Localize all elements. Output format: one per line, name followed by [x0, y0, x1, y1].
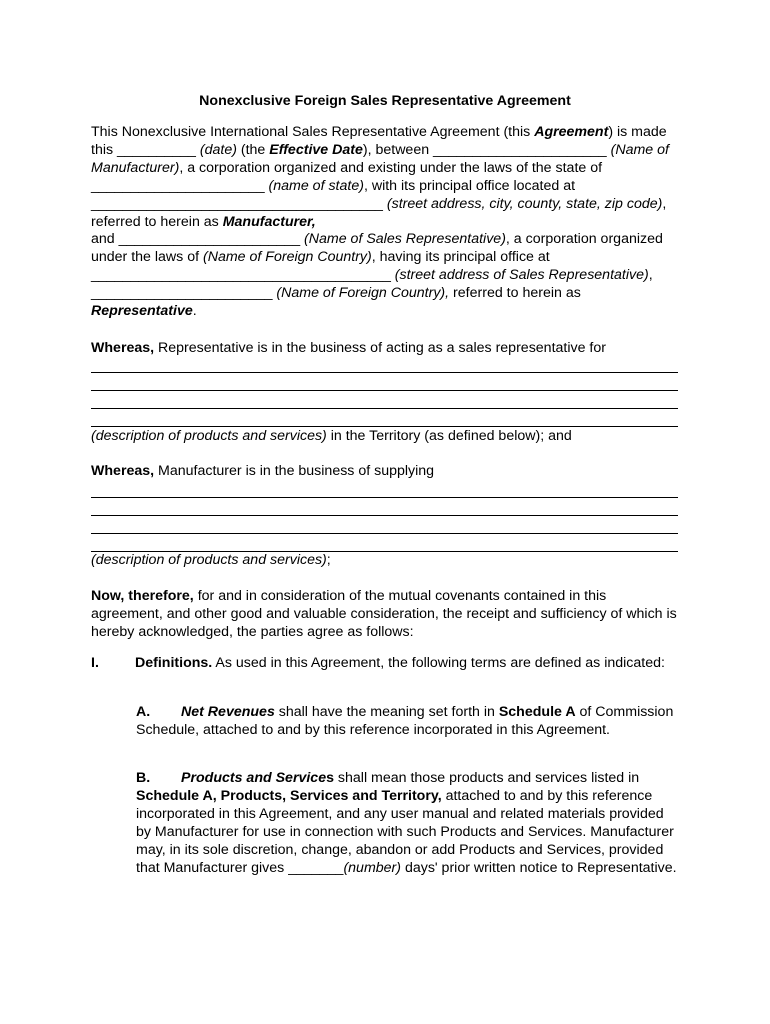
section-definitions: [91, 655, 681, 673]
blank-line: [91, 372, 678, 373]
intro-text: This Nonexclusive International Sales Representative Agreement (this: [91, 124, 535, 140]
intro-text: , having its principal office at ______________________________________: [91, 249, 550, 284]
country-placeholder: (Name of Foreign Country),: [276, 285, 450, 302]
intro-text: , a corporation organized and existing under the laws of the state of ______________________: [91, 159, 603, 194]
whereas-label: Whereas,: [91, 340, 155, 356]
item-text: attached to and by this reference incorporated in this Agreement, and any user manual and related materials provided by Manufacturer for use in connection with such Products and Services. Manufacturer may, in its sole discretion, change, abandon or add Products and Services, provided that Manufacturer gives _______: [136, 787, 674, 876]
section-text: As used in this Agreement, the following terms are defined as indicated:: [212, 655, 665, 671]
date-placeholder: (date): [199, 141, 237, 158]
intro-text: , referred to herein as: [91, 195, 667, 230]
blank-line: [91, 408, 678, 409]
item-text: of Commission Schedule, attached to and by this reference incorporated in this Agreement.: [136, 704, 674, 738]
intro-paragraph: [91, 124, 681, 321]
intro-text: ) is made this __________: [91, 124, 667, 158]
intro-text: , with its principal office located at _____________________________________: [91, 177, 576, 212]
intro-text: , _______________________: [91, 267, 653, 302]
whereas-paragraph-2: [91, 463, 681, 481]
whereas-label: Whereas,: [91, 463, 155, 479]
whereas-text: in the Territory (as defined below); and: [326, 428, 572, 444]
intro-text: , a corporation organized under the laws of: [91, 231, 663, 266]
whereas-text: Representative is in the business of acting as a sales representative for: [154, 340, 606, 356]
manufacturer-name-placeholder: (Name of Manufacturer): [91, 141, 669, 176]
intro-text: (the: [236, 141, 270, 158]
whereas-description-1: [91, 428, 681, 446]
item-letter: B.: [136, 770, 151, 786]
agreement-term: Agreement: [534, 124, 609, 140]
state-placeholder: (name of state): [268, 177, 364, 194]
item-text: shall have the meaning set forth in: [274, 704, 499, 720]
now-therefore-label: Now, therefore,: [91, 588, 194, 604]
whereas-paragraph-1: [91, 340, 681, 358]
representative-address-placeholder: (street address of Sales Representative): [394, 267, 649, 284]
item-text: shall mean those products and services listed in: [333, 770, 640, 786]
products-description-placeholder: (description of products and services): [91, 428, 327, 444]
schedule-reference: Schedule A: [498, 704, 576, 720]
item-text: days' prior written notice to Representative.: [401, 859, 677, 876]
whereas-text: Manufacturer is in the business of supplying: [154, 463, 435, 479]
document-title: Nonexclusive Foreign Sales Representative Agreement: [199, 93, 571, 109]
definition-item-b: [136, 770, 681, 877]
blank-line: [91, 515, 678, 516]
blank-line: [91, 497, 678, 498]
country-placeholder: (Name of Foreign Country): [203, 249, 372, 266]
now-therefore-paragraph: [91, 588, 681, 642]
section-heading: Definitions.: [135, 655, 213, 671]
intro-text: and _______________________: [91, 231, 305, 248]
products-description-placeholder: (description of products and services): [91, 552, 327, 568]
definition-item-a: [136, 704, 681, 740]
section-number: I.: [91, 655, 99, 671]
representative-name-placeholder: (Name of Sales Representative): [304, 231, 506, 248]
blank-line: [91, 533, 678, 534]
manufacturer-term: Manufacturer,: [222, 213, 316, 230]
now-therefore-text: for and in consideration of the mutual covenants contained in this agreement, and other good and valuable consideration, the receipt and sufficiency of which is hereby acknowledged, the parties agree as follows:: [91, 588, 677, 640]
number-placeholder: (number): [343, 859, 401, 876]
representative-term: Representative: [91, 303, 193, 320]
intro-text: ), between ______________________: [362, 141, 611, 158]
intro-text: .: [192, 303, 197, 320]
whereas-description-2: [91, 552, 681, 570]
blank-line: [91, 426, 678, 427]
whereas-text: ;: [326, 552, 331, 568]
defined-term: Net Revenues: [181, 704, 275, 720]
defined-term: Products and Service: [181, 770, 327, 786]
address-placeholder: (street address, city, county, state, zip code): [386, 195, 663, 212]
item-letter: A.: [136, 704, 151, 720]
intro-text: referred to herein as: [449, 285, 581, 302]
schedule-reference: Schedule A, Products, Services and Territory,: [136, 787, 442, 804]
blank-line: [91, 390, 678, 391]
effective-date-term: Effective Date: [269, 141, 363, 158]
defined-term-suffix: s: [326, 770, 334, 786]
